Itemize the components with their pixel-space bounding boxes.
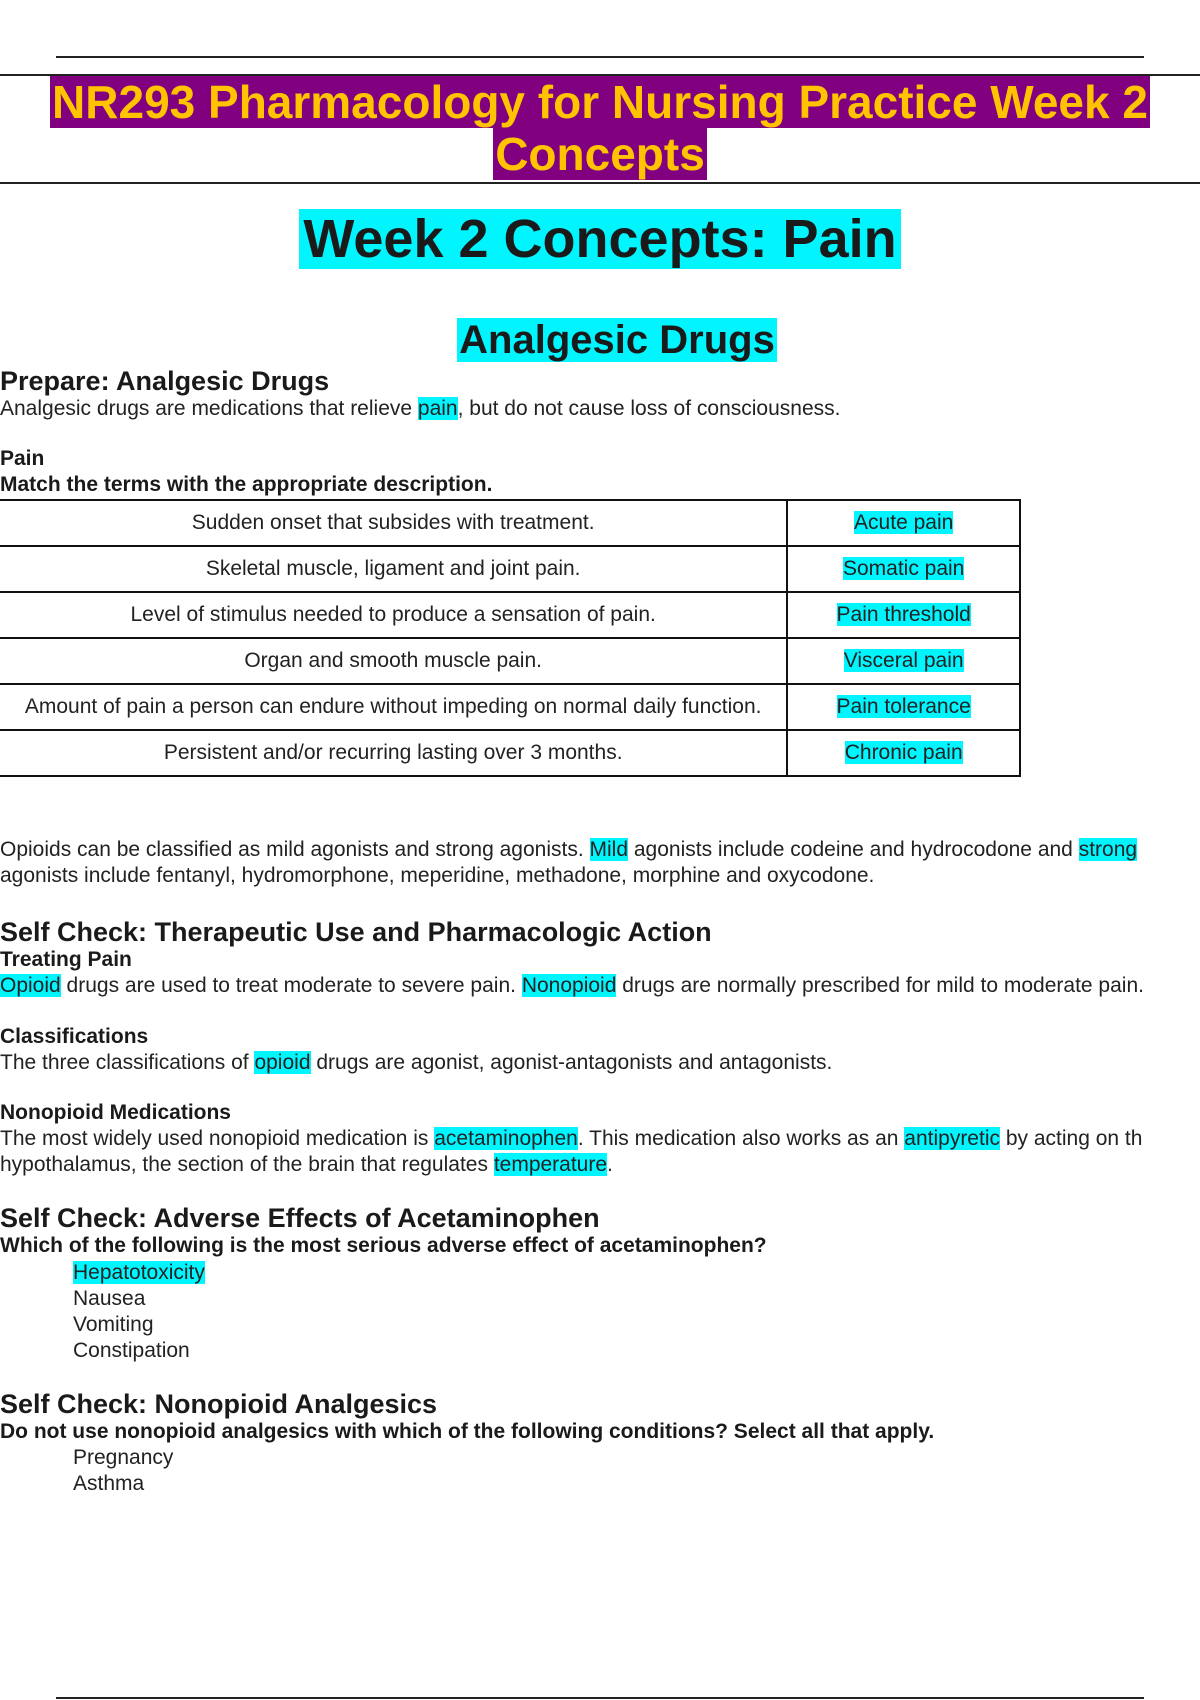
pain-instruction: Match the terms with the appropriate description. (0, 473, 493, 496)
option-constipation: Constipation (73, 1339, 190, 1362)
nonopioid-line-2 (0, 1152, 1200, 1178)
matching-table (0, 499, 1021, 777)
row-term-cell (787, 730, 1020, 776)
pain-label: Pain (0, 447, 45, 470)
acetaminophen-options (73, 1260, 205, 1364)
opioids-line-1 (0, 837, 1200, 863)
row-description: Skeletal muscle, ligament and joint pain. (0, 546, 787, 592)
opioids-highlight-mild: Mild (589, 838, 629, 861)
treating-text-1: drugs are used to treat moderate to severe pain. (60, 974, 522, 997)
acetaminophen-heading: Self Check: Adverse Effects of Acetaminophen (0, 1203, 600, 1233)
nonopioid-analgesics-section (0, 1389, 1200, 1445)
prepare-text-before: Analgesic drugs are medications that relieve (0, 397, 418, 420)
nonopioid-analgesics-question: Do not use nonopioid analgesics with which of the following conditions? Select all that apply. (0, 1420, 935, 1443)
row-description: Sudden onset that subsides with treatment. (0, 500, 787, 546)
row-term: Pain threshold (836, 603, 971, 626)
nonopioid-highlight-acetaminophen: acetaminophen (434, 1127, 578, 1150)
treating-pain-label: Treating Pain (0, 948, 132, 971)
row-term-cell (787, 684, 1020, 730)
answer-highlight: Hepatotoxicity (73, 1261, 205, 1284)
prepare-heading: Prepare: Analgesic Drugs (0, 366, 330, 396)
top-rule (56, 56, 1144, 58)
row-term-cell (787, 500, 1020, 546)
answer-option-hepatotoxicity (73, 1260, 205, 1286)
opioids-line-2: agonists include fentanyl, hydromorphone, meperidine, methadone, morphine and oxycodone. (0, 864, 875, 887)
acetaminophen-question: Which of the following is the most serious adverse effect of acetaminophen? (0, 1234, 767, 1257)
week-heading-text: Week 2 Concepts: Pain (299, 209, 900, 269)
nonopioid-text-1: The most widely used nonopioid medication is (0, 1127, 435, 1150)
table-row (0, 546, 1020, 592)
classifications-section (0, 1024, 1200, 1076)
acetaminophen-section (0, 1203, 1200, 1259)
opioids-paragraph (0, 837, 1200, 889)
prepare-highlight: pain (417, 397, 458, 420)
row-term: Visceral pain (843, 649, 964, 672)
pain-section (0, 446, 1200, 498)
nonopioid-text-5: . (607, 1153, 613, 1176)
row-description: Level of stimulus needed to produce a sensation of pain. (0, 592, 787, 638)
section-heading (0, 316, 1200, 364)
week-heading (0, 208, 1200, 270)
row-term: Acute pain (854, 511, 954, 534)
treating-pain-text (0, 973, 1200, 999)
treating-text-2: drugs are normally prescribed for mild to moderate pain. (616, 974, 1144, 997)
option-asthma: Asthma (73, 1472, 145, 1495)
nonopioid-highlight-antipyretic: antipyretic (904, 1127, 1000, 1150)
nonopioid-analgesics-heading: Self Check: Nonopioid Analgesics (0, 1389, 438, 1419)
treating-highlight-nonopioid: Nonopioid (521, 974, 617, 997)
therapeutic-section (0, 917, 1200, 999)
row-term: Chronic pain (844, 741, 963, 764)
classifications-text-2: drugs are agonist, agonist-antagonists and antagonists. (310, 1051, 833, 1074)
prepare-section (0, 366, 1200, 422)
treating-highlight-opioid: Opioid (0, 974, 61, 997)
bottom-rule (56, 1697, 1144, 1699)
option-pregnancy: Pregnancy (73, 1446, 174, 1469)
nonopioid-line-1 (0, 1126, 1200, 1152)
option-vomiting: Vomiting (73, 1313, 154, 1336)
row-description: Persistent and/or recurring lasting over 3 months. (0, 730, 787, 776)
row-description: Amount of pain a person can endure without impeding on normal daily function. (0, 684, 787, 730)
row-term: Pain tolerance (836, 695, 971, 718)
row-term-cell (787, 638, 1020, 684)
classifications-label: Classifications (0, 1025, 149, 1048)
classifications-highlight: opioid (254, 1051, 311, 1074)
table-row (0, 730, 1020, 776)
title-line-2: Concepts (495, 128, 705, 180)
nonopioid-highlight-temperature: temperature (493, 1153, 608, 1176)
row-term-cell (787, 592, 1020, 638)
row-description: Organ and smooth muscle pain. (0, 638, 787, 684)
opioids-text-1: Opioids can be classified as mild agonists and strong agonists. (0, 838, 590, 861)
therapeutic-heading: Self Check: Therapeutic Use and Pharmacologic Action (0, 917, 712, 947)
nonopioid-medications-label: Nonopioid Medications (0, 1101, 231, 1124)
nonopioid-text-3: by acting on th (1000, 1127, 1143, 1150)
title-line-1: NR293 Pharmacology for Nursing Practice Week 2 (52, 76, 1148, 128)
nonopioid-text-2: . This medication also works as an (577, 1127, 905, 1150)
table-row (0, 592, 1020, 638)
row-term-cell (787, 546, 1020, 592)
section-heading-text: Analgesic Drugs (459, 318, 775, 362)
classifications-text (0, 1050, 1200, 1076)
row-term: Somatic pain (842, 557, 965, 580)
classifications-text-1: The three classifications of (0, 1051, 255, 1074)
document-title-band (0, 74, 1200, 184)
table-row (0, 684, 1020, 730)
nonopioid-text-4: hypothalamus, the section of the brain that regulates (0, 1153, 494, 1176)
table-row (0, 500, 1020, 546)
prepare-text-after: , but do not cause loss of consciousness. (457, 397, 841, 420)
table-row (0, 638, 1020, 684)
prepare-text (0, 396, 1200, 422)
opioids-text-2: agonists include codeine and hydrocodone and (628, 838, 1079, 861)
option-nausea: Nausea (73, 1287, 146, 1310)
opioids-highlight-strong: strong (1078, 838, 1138, 861)
nonopioid-analgesics-options (73, 1445, 173, 1497)
nonopioid-medications-section (0, 1100, 1200, 1178)
